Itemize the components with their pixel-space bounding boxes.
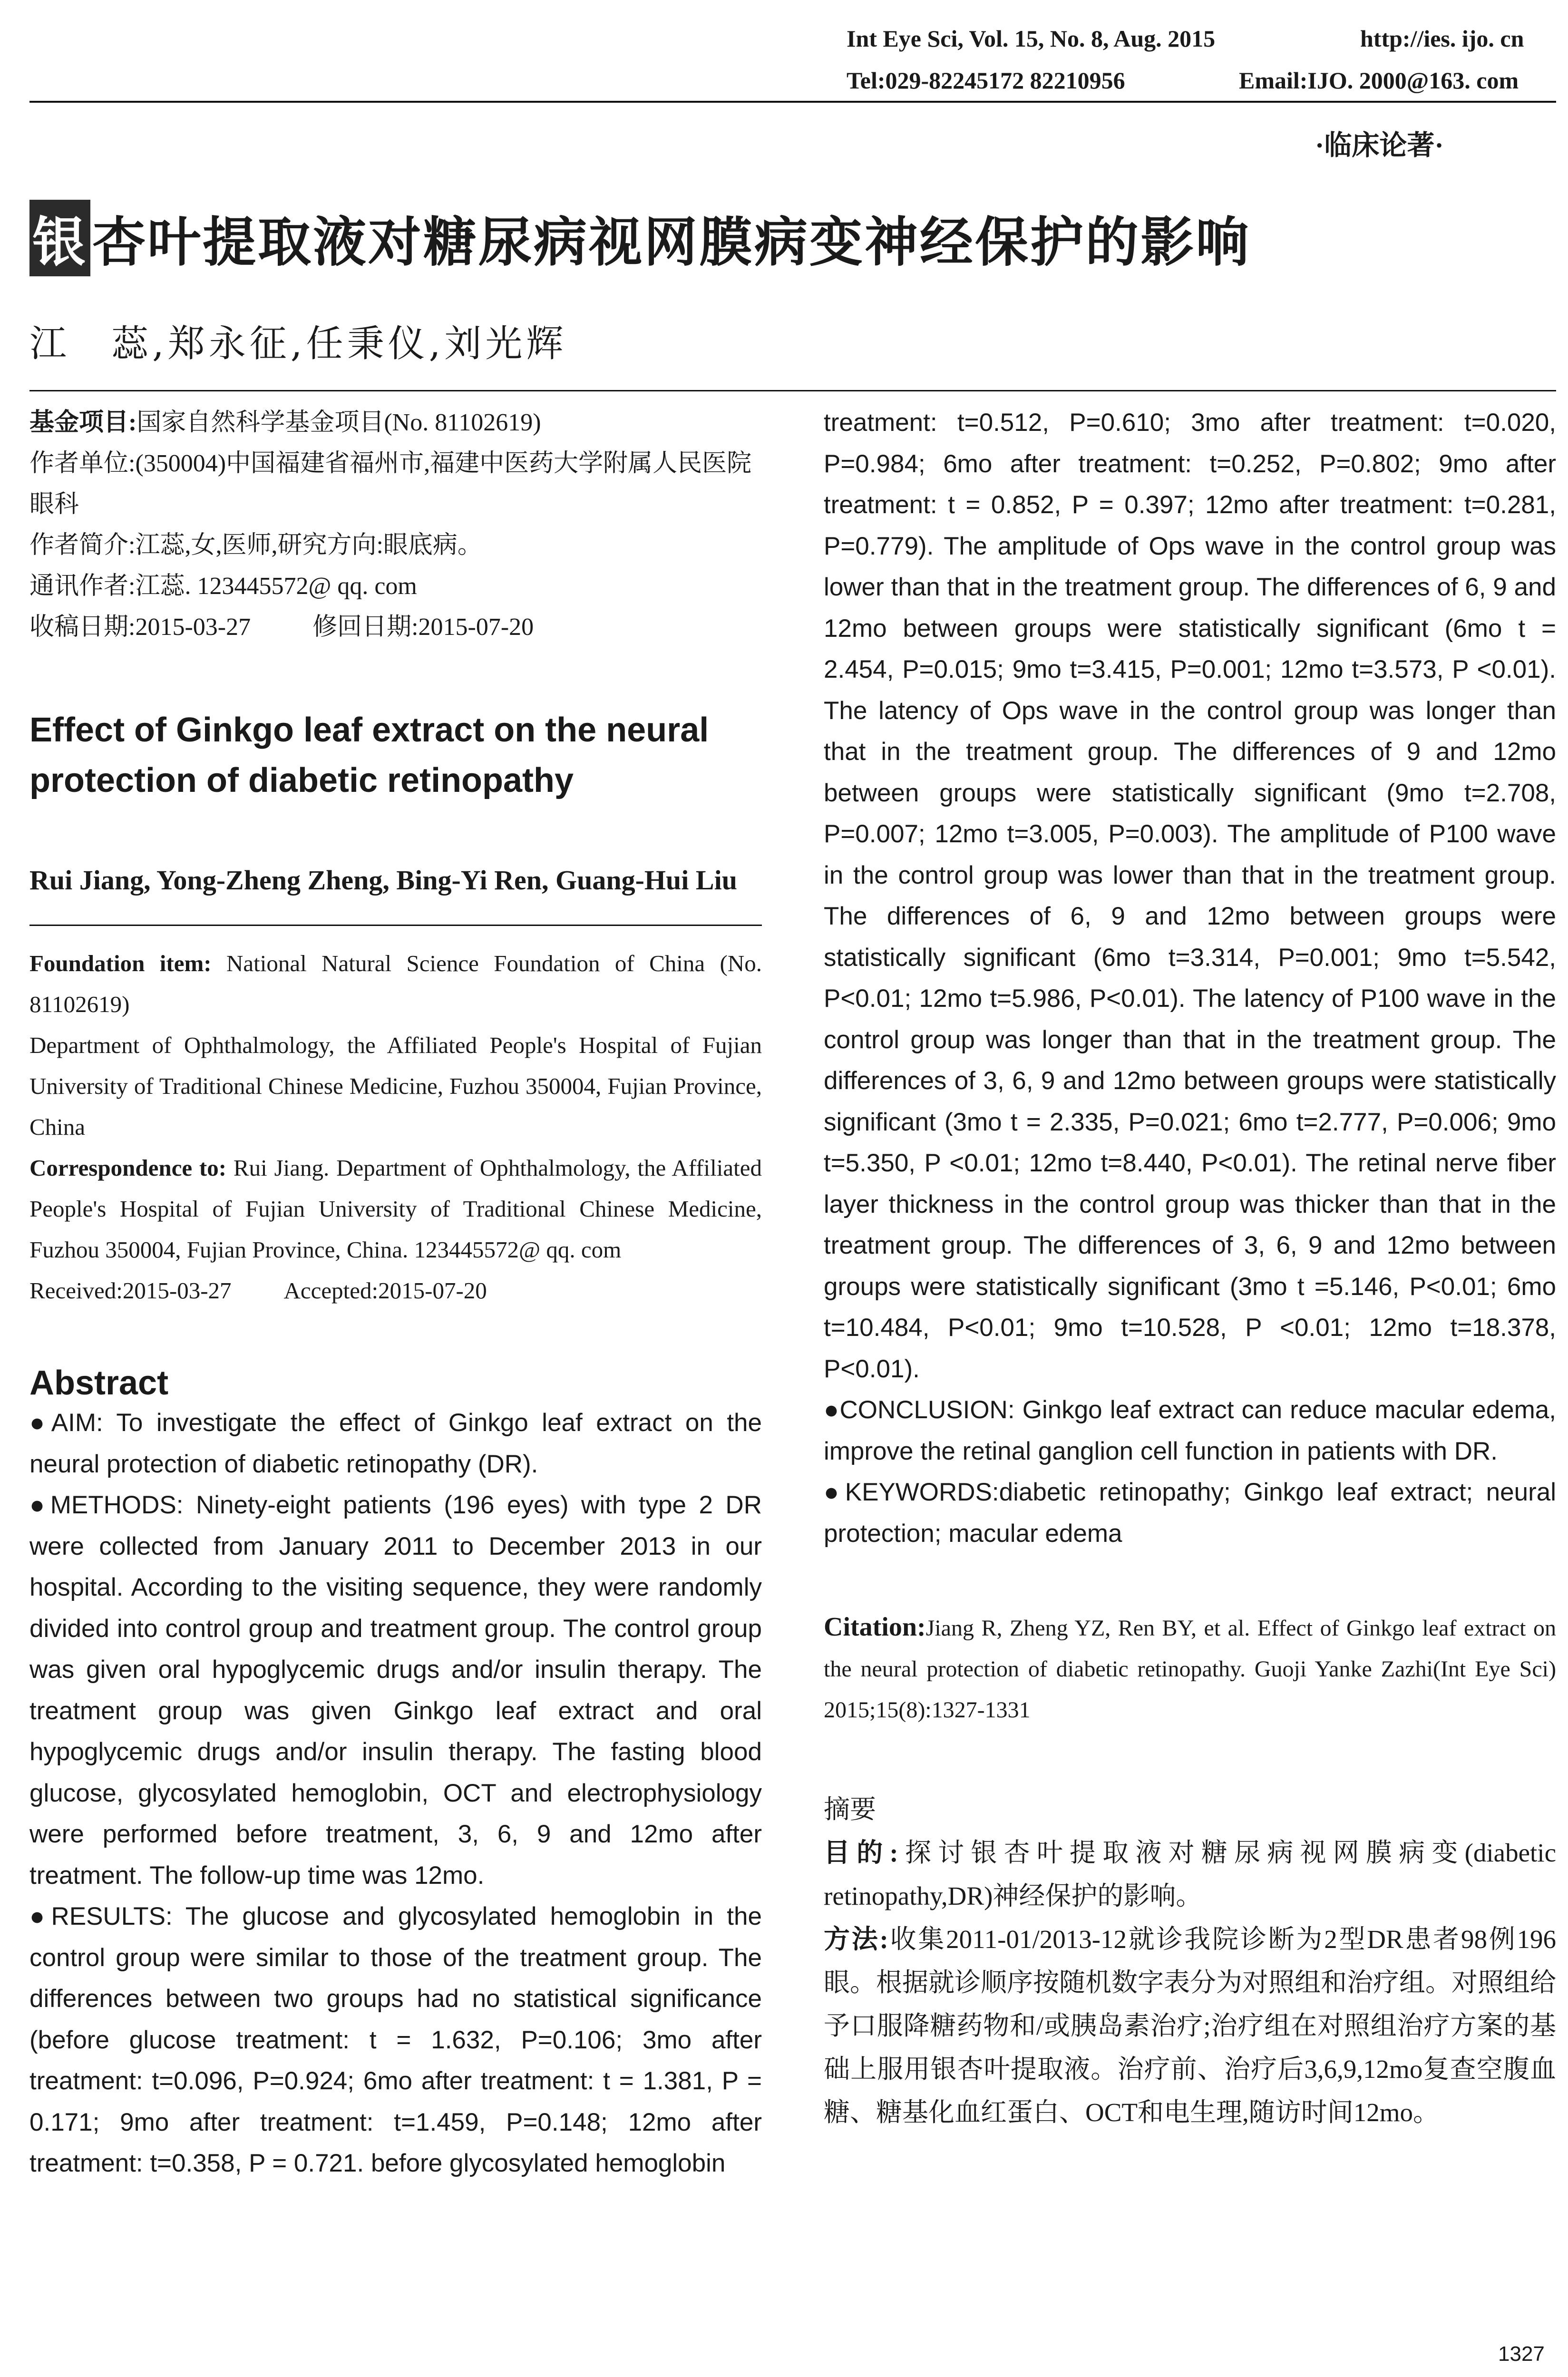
citation-block: [824, 1607, 1556, 1731]
article-title: [29, 200, 1251, 276]
section-tag: ·临床论著·: [1315, 130, 1444, 161]
keywords-text: diabetic retinopathy; Ginkgo leaf extract; neural protection; macular edema: [824, 1478, 1556, 1548]
cn-abstract: [824, 1788, 1556, 2134]
title-rule: [29, 390, 1556, 391]
methods-label: ●METHODS:: [29, 1491, 184, 1519]
abstract-body-right: [824, 402, 1556, 1554]
cn-methods-label: 方法:: [824, 1925, 888, 1954]
journal-issue-line: Int Eye Sci, Vol. 15, No. 8, Aug. 2015: [847, 25, 1216, 52]
right-column: [824, 402, 1556, 2134]
abstract-heading: Abstract: [29, 1364, 169, 1402]
left-column: [29, 402, 762, 2184]
cn-corr-text: 江蕊. 123445572@ qq. com: [135, 573, 417, 600]
cn-bio: [29, 525, 762, 566]
aim-text: To investigate the effect of Ginkgo leaf extract on the neural protection of diabetic retinopathy (DR).: [29, 1409, 762, 1478]
cn-authors: 江 蕊,郑永征,任秉仪,刘光辉: [29, 322, 567, 365]
methods-text: Ninety-eight patients (196 eyes) with type 2 DR were collected from January 2011 to December 2013 in our hospital. According to the visiting sequence, they were randomly divided into control group and treatment group. The control group was given oral hypoglycemic drugs and/or insulin therapy. The treatment group was given Ginkgo leaf extract and oral hypoglycemic drugs and/or insulin therapy. The fasting blood glucose, glycosylated hemoglobin, OCT and electrophysiology were performed before treatment, 3, 6, 9 and 12mo after treatment. The follow-up time was 12mo.: [29, 1491, 762, 1890]
cn-corr: [29, 566, 762, 607]
cn-abstract-aim: [824, 1831, 1556, 1918]
cn-abstract-methods: [824, 1918, 1556, 2134]
results-text-left: The glucose and glycosylated hemoglobin in the control group were similar to those of the treatment group. The differences between two groups had no statistical significance (before glucose treatment: t = 1.632, P=0.106; 3mo after treatment: t=0.096, P=0.924; 6mo after treatment: t = 1.381, P = 0.171; 9mo after treatment: t=1.459, P=0.148; 12mo after treatment: t=0.358, P = 0.721. before glycosylated hemoglobin: [29, 1902, 762, 2177]
abstract-aim: [29, 1403, 762, 1485]
en-corr-text: Rui Jiang. Department of Ophthalmology, the Affiliated People's Hospital of Fujian University of Traditional Chinese Medicine, Fuzhou 350004, Fujian Province, China. 123445572@ qq. com: [29, 1155, 762, 1263]
en-corr: [29, 1148, 762, 1270]
journal-email: Email:IJO. 2000@163. com: [1239, 67, 1519, 94]
en-accepted: Accepted:2015-07-20: [283, 1277, 487, 1304]
cn-unit: [29, 443, 762, 525]
abstract-keywords: [824, 1472, 1556, 1554]
abstract-results-left: [29, 1896, 762, 2184]
cn-aim-label: 目的:: [824, 1838, 898, 1867]
conclusion-text: Ginkgo leaf extract can reduce macular edema, improve the retinal ganglion cell function in patients with DR.: [824, 1396, 1556, 1465]
cn-revised-label: 修回日期:: [312, 614, 419, 641]
abstract-body-left: [29, 1403, 762, 2184]
cn-methods-text: 收集2011-01/2013-12就诊我院诊断为2型DR患者98例196眼。根据就诊顺序按随机数字表分为对照组和治疗组。对照组给予口服降糖药物和/或胰岛素治疗;治疗组在对照组治疗方案的基础上服用银杏叶提取液。治疗前、治疗后3,6,9,12mo复查空腹血糖、糖基化血红蛋白、OCT和电生理,随访时间12mo。: [824, 1925, 1557, 2127]
en-corr-label: Correspondence to:: [29, 1155, 227, 1181]
cn-corr-label: 通讯作者:: [29, 573, 136, 600]
journal-url: http://ies. ijo. cn: [1360, 25, 1524, 52]
cn-unit-label: 作者单位:: [29, 450, 136, 477]
title-first-char: 银: [29, 200, 90, 276]
en-title: Effect of Ginkgo leaf extract on the neural protection of diabetic retinopathy: [29, 711, 709, 799]
aim-label: ●AIM:: [29, 1409, 103, 1437]
header-rule: [29, 101, 1556, 103]
citation-text: Jiang R, Zheng YZ, Ren BY, et al. Effect of Ginkgo leaf extract on the neural protection of diabetic retinopathy. Guoji Yanke Zazhi(Int Eye Sci) 2015;15(8):1327-1331: [824, 1616, 1556, 1723]
cn-bio-text: 江蕊,女,医师,研究方向:眼底病。: [135, 532, 482, 559]
abstract-methods: [29, 1485, 762, 1896]
en-dates: [29, 1270, 762, 1311]
en-foundation-label: Foundation item:: [29, 950, 212, 976]
abstract-conclusion: [824, 1390, 1556, 1472]
keywords-label: ●KEYWORDS:: [824, 1478, 999, 1506]
en-meta: [29, 943, 762, 1311]
cn-bio-label: 作者简介:: [29, 532, 136, 559]
page-number: 1327: [1498, 2342, 1545, 2366]
en-authors-rule: [29, 903, 762, 926]
cn-unit-text: (350004)中国福建省福州市,福建中医药大学附属人民医院眼科: [29, 450, 752, 518]
results-label: ●RESULTS:: [29, 1902, 173, 1930]
title-rest: 杏叶提取液对糖尿病视网膜病变神经保护的影响: [92, 212, 1251, 273]
en-department: Department of Ophthalmology, the Affiliated People's Hospital of Fujian University of Traditional Chinese Medicine, Fuzhou 350004, Fujian Province, China: [29, 1032, 762, 1140]
cn-received-label: 收稿日期:: [29, 614, 136, 641]
citation-label: Citation:: [824, 1612, 926, 1642]
cn-received-date: 2015-03-27: [135, 614, 251, 641]
en-authors: Rui Jiang, Yong-Zheng Zheng, Bing-Yi Ren, Guang-Hui Liu: [29, 865, 737, 896]
journal-tel: Tel:029-82245172 82210956: [847, 67, 1125, 94]
cn-foundation-text: 国家自然科学基金项目(No. 81102619): [136, 409, 541, 436]
cn-aim-text: 探讨银杏叶提取液对糖尿病视网膜病变(diabetic retinopathy,DR)神经保护的影响。: [824, 1838, 1556, 1910]
cn-foundation-label: 基金项目:: [29, 409, 137, 436]
en-foundation-text: National Natural Science Foundation of China (No. 81102619): [29, 950, 762, 1017]
cn-meta: [29, 402, 762, 648]
cn-revised-date: 2015-07-20: [418, 614, 534, 641]
cn-foundation: [29, 402, 762, 443]
abstract-results-right: treatment: t=0.512, P=0.610; 3mo after treatment: t=0.020, P=0.984; 6mo after treatment: t=0.252, P=0.802; 9mo after treatment: t = 0.852, P = 0.397; 12mo after treatment: t=0.281, P=0.779). The amplitude of Ops wave in the control group was lower than that in the treatment group. The differences of 6, 9 and 12mo between groups were statistically significant (6mo t = 2.454, P=0.015; 9mo t=3.415, P=0.001; 12mo t=3.573, P <0.01). The latency of Ops wave in the control group was longer than that in the treatment group. The differences of 9 and 12mo between groups were statistically significant (9mo t=2.708, P=0.007; 12mo t=3.005, P=0.003). The amplitude of P100 wave in the control group was lower than that in the treatment group. The differences of 6, 9 and 12mo between groups were statistically significant (6mo t=3.314, P=0.001; 9mo t=5.542, P<0.01; 12mo t=5.986, P<0.01). The latency of P100 wave in the control group was longer than that in the treatment group. The differences of 3, 6, 9 and 12mo between groups were statistically significant (3mo t = 2.335, P=0.021; 6mo t=2.777, P=0.006; 9mo t=5.350, P <0.01; 12mo t=8.440, P<0.01). The retinal nerve fiber layer thickness in the control group was thicker than that in the treatment group. The differences of 3, 6, 9 and 12mo between groups were statistically significant (3mo t =5.146, P<0.01; 6mo t=10.484, P<0.01; 9mo t=10.528, P <0.01; 12mo t=18.378, P<0.01).: [824, 409, 1556, 1383]
cn-dates: [29, 607, 762, 648]
citation: [824, 1607, 1556, 1731]
en-foundation: [29, 943, 762, 1025]
cn-abstract-heading: 摘要: [824, 1795, 877, 1824]
en-received: Received:2015-03-27: [29, 1277, 232, 1304]
conclusion-label: ●CONCLUSION:: [824, 1396, 1015, 1424]
